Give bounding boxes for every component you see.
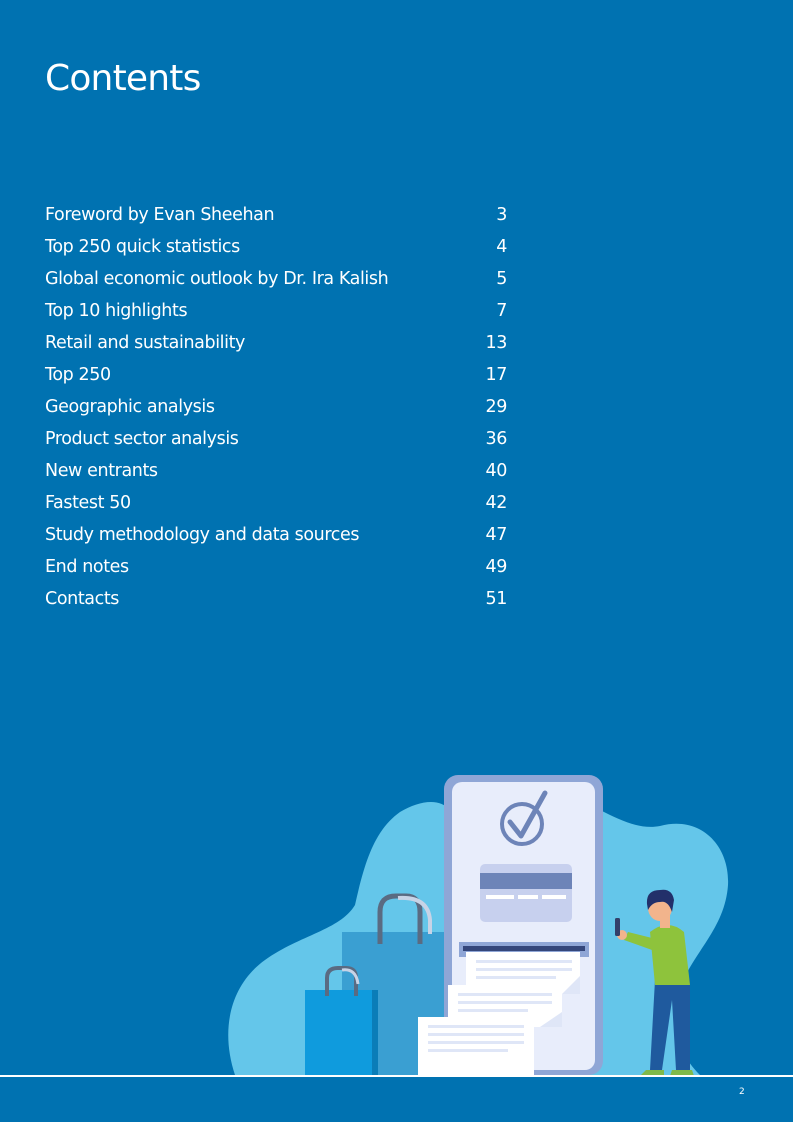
toc-item-label: Top 250 quick statistics (45, 237, 240, 257)
toc-item-page: 36 (485, 429, 507, 449)
toc-item-label: End notes (45, 557, 129, 577)
page-number: 2 (739, 1087, 745, 1097)
toc-item-label: Study methodology and data sources (45, 525, 360, 545)
toc-item-page: 17 (485, 365, 507, 385)
toc-item-page: 7 (496, 301, 507, 321)
toc-item-page: 4 (496, 237, 507, 257)
toc-item-label: Geographic analysis (45, 397, 215, 417)
toc-item-economic-outlook[interactable] (45, 263, 507, 295)
footer-divider (0, 1075, 793, 1077)
toc-item-fastest-50[interactable] (45, 487, 507, 519)
toc-item-sustainability[interactable] (45, 327, 507, 359)
toc-item-page: 40 (485, 461, 507, 481)
shopping-illustration (0, 760, 793, 1078)
toc-item-label: New entrants (45, 461, 158, 481)
toc-item-page: 51 (485, 589, 507, 609)
toc-item-geographic-analysis[interactable] (45, 391, 507, 423)
table-of-contents (45, 199, 507, 615)
toc-item-label: Global economic outlook by Dr. Ira Kalish (45, 269, 389, 289)
toc-item-page: 42 (485, 493, 507, 513)
toc-item-top-10-highlights[interactable] (45, 295, 507, 327)
toc-item-page: 3 (496, 205, 507, 225)
toc-item-page: 5 (496, 269, 507, 289)
toc-item-label: Fastest 50 (45, 493, 131, 513)
toc-item-contacts[interactable] (45, 583, 507, 615)
credit-card-icon (480, 864, 572, 922)
toc-item-top-250[interactable] (45, 359, 507, 391)
toc-item-methodology[interactable] (45, 519, 507, 551)
receipt-icon (418, 1017, 534, 1075)
toc-item-label: Foreword by Evan Sheehan (45, 205, 275, 225)
toc-item-new-entrants[interactable] (45, 455, 507, 487)
toc-item-page: 13 (485, 333, 507, 353)
toc-item-product-sector-analysis[interactable] (45, 423, 507, 455)
toc-item-foreword[interactable] (45, 199, 507, 231)
toc-item-label: Top 250 (45, 365, 111, 385)
page-title: Contents (45, 58, 201, 99)
toc-item-page: 49 (485, 557, 507, 577)
toc-item-quick-statistics[interactable] (45, 231, 507, 263)
toc-item-page: 47 (485, 525, 507, 545)
toc-item-end-notes[interactable] (45, 551, 507, 583)
toc-item-page: 29 (485, 397, 507, 417)
toc-item-label: Retail and sustainability (45, 333, 246, 353)
toc-item-label: Top 10 highlights (45, 301, 188, 321)
toc-item-label: Contacts (45, 589, 120, 609)
toc-item-label: Product sector analysis (45, 429, 239, 449)
